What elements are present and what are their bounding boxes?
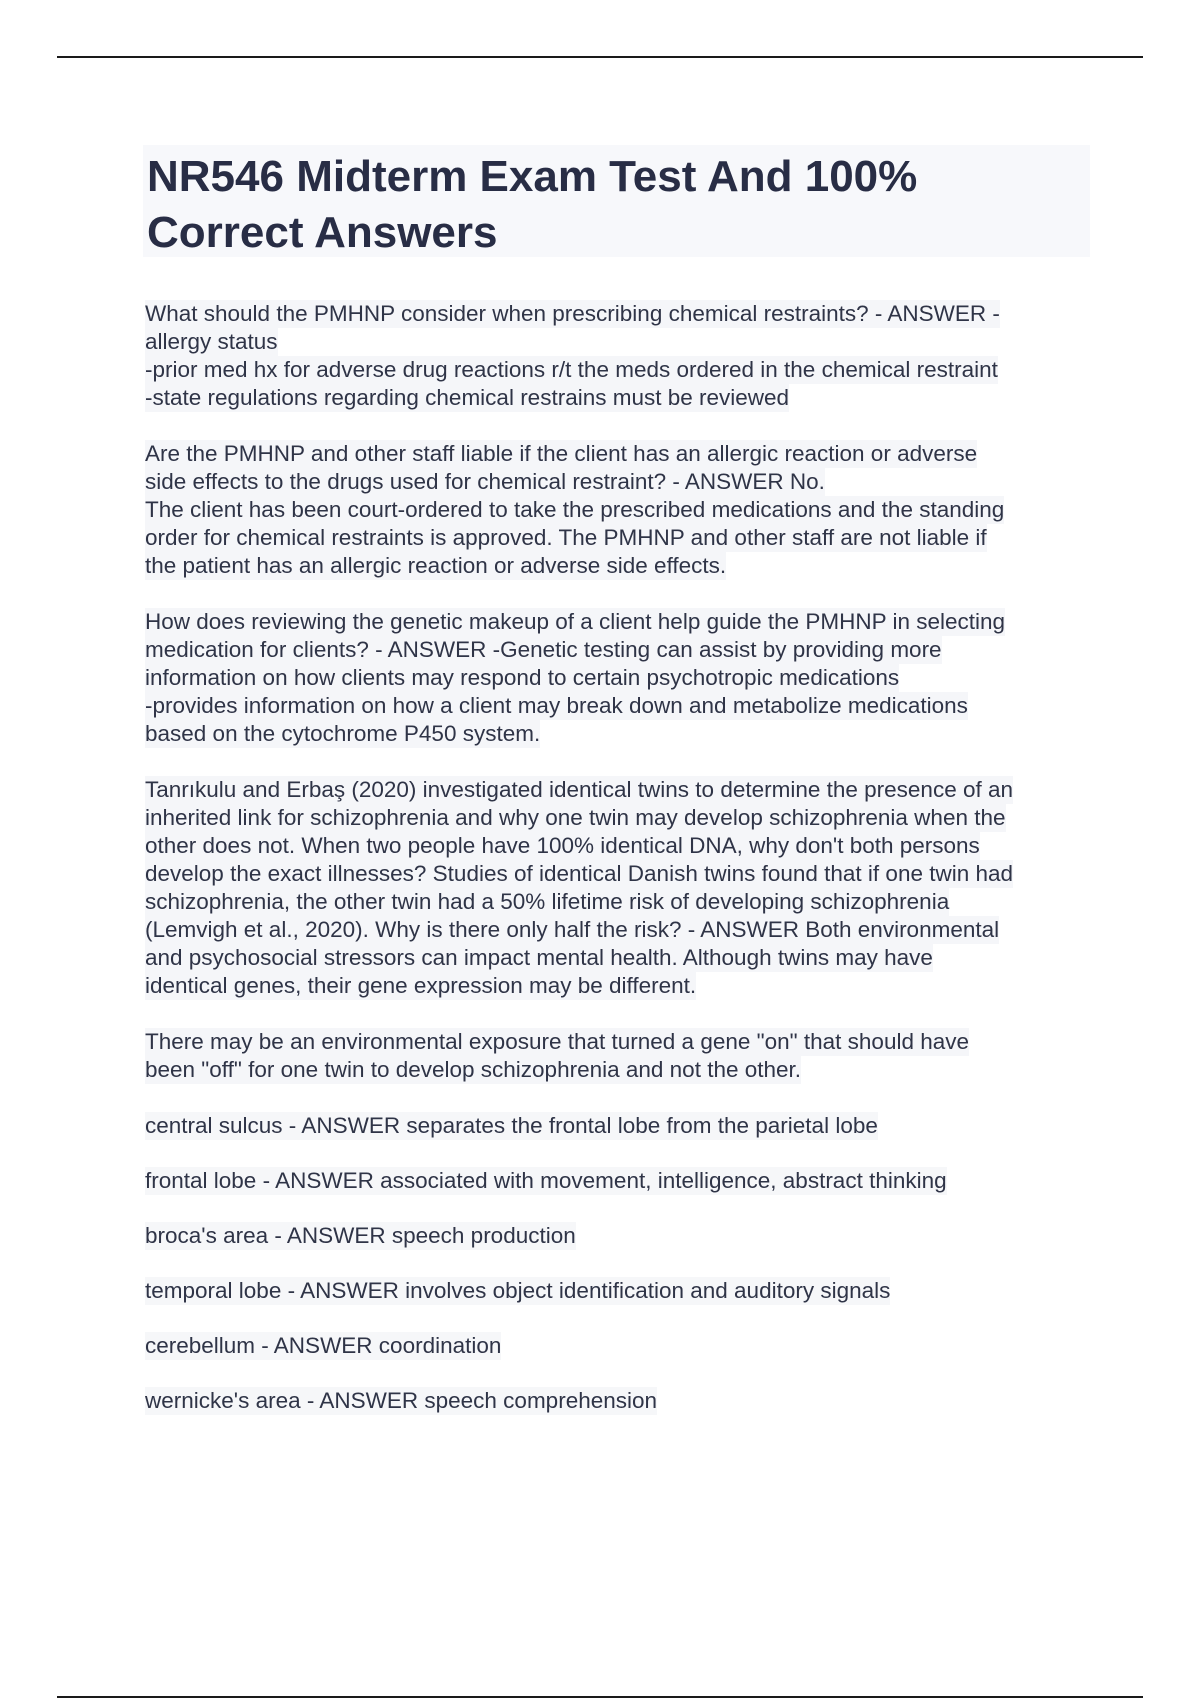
text-line: inherited link for schizophrenia and why one twin may develop schizophrenia when the: [145, 805, 1006, 830]
document-body: [145, 300, 1090, 1442]
text-line: Are the PMHNP and other staff liable if the client has an allergic reaction or adverse: [145, 441, 978, 466]
title-block: [143, 145, 1090, 257]
qa-item: [145, 1222, 1090, 1250]
text-line: central sulcus - ANSWER separates the frontal lobe from the parietal lobe: [145, 1113, 878, 1138]
text-line: Tanrıkulu and Erbaş (2020) investigated identical twins to determine the presence of an: [145, 777, 1014, 802]
text-line: order for chemical restraints is approved. The PMHNP and other staff are not liable if: [145, 525, 987, 550]
text-line: other does not. When two people have 100% identical DNA, why don't both persons: [145, 833, 980, 858]
text-line: The client has been court-ordered to take the prescribed medications and the standing: [145, 497, 1005, 522]
qa-block: [145, 440, 1090, 580]
title-line: NR546 Midterm Exam Test And 100%: [147, 152, 918, 201]
text-line: based on the cytochrome P450 system.: [145, 721, 541, 746]
qa-item: [145, 1387, 1090, 1415]
text-line: allergy status: [145, 329, 278, 354]
text-line: information on how clients may respond to certain psychotropic medications: [145, 665, 900, 690]
text-line: wernicke's area - ANSWER speech comprehension: [145, 1388, 658, 1413]
text-line: and psychosocial stressors can impact mental health. Although twins may have: [145, 945, 933, 970]
qa-item: [145, 1277, 1090, 1305]
text-line: develop the exact illnesses? Studies of identical Danish twins found that if one twin had: [145, 861, 1014, 886]
text-line: frontal lobe - ANSWER associated with movement, intelligence, abstract thinking: [145, 1168, 947, 1193]
text-line: temporal lobe - ANSWER involves object identification and auditory signals: [145, 1278, 891, 1303]
text-line: -state regulations regarding chemical restrains must be reviewed: [145, 385, 790, 410]
qa-block: [145, 1028, 1090, 1084]
qa-item: [145, 1332, 1090, 1360]
text-line: -prior med hx for adverse drug reactions r/t the meds ordered in the chemical restraint: [145, 357, 998, 382]
text-line: broca's area - ANSWER speech production: [145, 1223, 576, 1248]
page-title: [143, 145, 1090, 261]
text-line: medication for clients? - ANSWER -Genetic testing can assist by providing more: [145, 637, 942, 662]
qa-item: [145, 1167, 1090, 1195]
text-line: schizophrenia, the other twin had a 50% lifetime risk of developing schizophrenia: [145, 889, 950, 914]
text-line: been "off" for one twin to develop schizophrenia and not the other.: [145, 1057, 802, 1082]
text-line: identical genes, their gene expression may be different.: [145, 973, 697, 998]
text-line: cerebellum - ANSWER coordination: [145, 1333, 502, 1358]
qa-item: [145, 1112, 1090, 1140]
text-line: (Lemvigh et al., 2020). Why is there only half the risk? - ANSWER Both environmental: [145, 917, 1000, 942]
text-line: the patient has an allergic reaction or adverse side effects.: [145, 553, 727, 578]
text-line: What should the PMHNP consider when prescribing chemical restraints? - ANSWER -: [145, 301, 1000, 326]
text-line: side effects to the drugs used for chemical restraint? - ANSWER No.: [145, 469, 825, 494]
text-line: How does reviewing the genetic makeup of a client help guide the PMHNP in selecting: [145, 609, 1006, 634]
top-rule: [57, 56, 1143, 58]
title-line: Correct Answers: [147, 208, 498, 257]
qa-block: [145, 608, 1090, 748]
bottom-rule: [57, 1696, 1143, 1698]
text-line: -provides information on how a client may break down and metabolize medications: [145, 693, 968, 718]
qa-block: [145, 776, 1090, 1000]
text-line: There may be an environmental exposure that turned a gene "on" that should have: [145, 1029, 970, 1054]
qa-block: [145, 300, 1090, 412]
